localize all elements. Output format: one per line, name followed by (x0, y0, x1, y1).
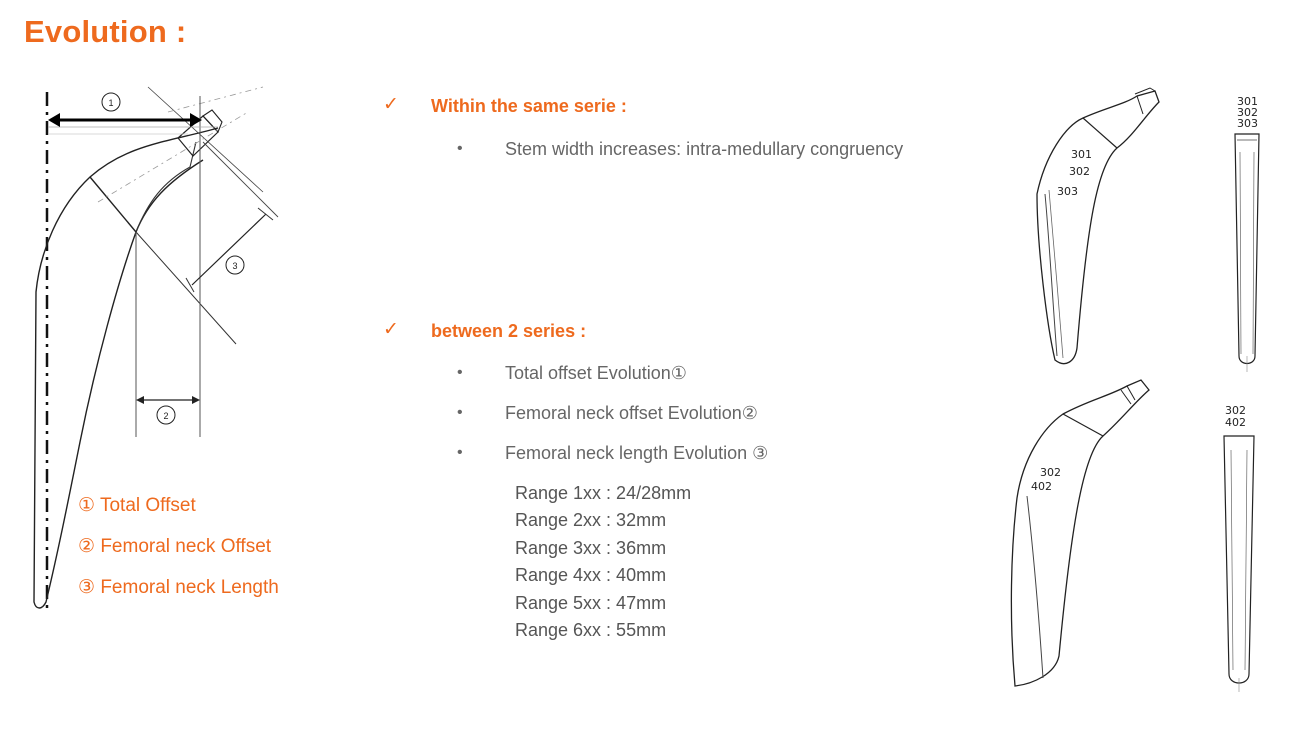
stem-size-label: 302 (1237, 106, 1258, 119)
stem-size-label: 303 (1057, 185, 1078, 198)
legend-label-2: Femoral neck Offset (100, 536, 272, 557)
bullet-dot-icon: • (457, 444, 463, 461)
dimension-arrow-3 (192, 214, 266, 285)
marker-number-2: 2 (163, 411, 169, 421)
legend-symbol-2: ② (78, 536, 96, 557)
bullet-dot-icon: • (457, 364, 463, 381)
bullet-dot-icon: • (457, 404, 463, 421)
stem-size-label: 302 (1069, 165, 1090, 178)
stem-side-view-top (1225, 92, 1270, 377)
stem-size-label: 302 (1040, 466, 1061, 479)
stem-size-label: 303 (1237, 117, 1258, 130)
legend-symbol-1: ① (78, 495, 96, 516)
legend-symbol-3: ③ (78, 577, 96, 598)
stem-size-label: 302 (1225, 404, 1246, 417)
section-heading-between-series: between 2 series : (431, 321, 587, 341)
range-item: Range 5xx : 47mm (515, 592, 667, 613)
range-item: Range 2xx : 32mm (515, 510, 667, 531)
checkmark-icon: ✓ (383, 319, 399, 340)
bullet-total-offset: Total offset Evolution① (505, 363, 687, 383)
legend-femoral-neck-offset (78, 535, 271, 558)
legend-label-3: Femoral neck Length (100, 577, 279, 598)
stem-size-label: 402 (1225, 416, 1246, 429)
bullet-neck-offset: Femoral neck offset Evolution② (505, 403, 758, 423)
range-list (515, 480, 691, 644)
marker-number-3: 3 (232, 261, 238, 271)
range-item: Range 4xx : 40mm (515, 565, 667, 586)
stem-front-view-bottom (1003, 378, 1168, 693)
stem-front-view-top (1025, 86, 1170, 371)
marker-number-1: 1 (108, 98, 114, 108)
stem-size-label: 301 (1071, 148, 1092, 161)
legend-label-1: Total Offset (99, 495, 196, 516)
legend-total-offset (78, 494, 196, 517)
stem-size-label: 402 (1031, 480, 1052, 493)
stem-side-view-bottom (1215, 400, 1265, 695)
bullet-stem-width: Stem width increases: intra-medullary congruency (505, 139, 904, 159)
checkmark-icon: ✓ (383, 94, 399, 115)
section-heading-same-serie: Within the same serie : (431, 96, 627, 116)
range-item: Range 6xx : 55mm (515, 620, 667, 641)
page-title: Evolution : (24, 14, 187, 49)
range-item: Range 1xx : 24/28mm (515, 483, 692, 503)
bullet-neck-length: Femoral neck length Evolution ③ (505, 443, 769, 463)
bullet-dot-icon: • (457, 140, 463, 157)
stem-size-label: 301 (1237, 95, 1258, 108)
range-item: Range 3xx : 36mm (515, 537, 667, 558)
legend-femoral-neck-length (78, 576, 279, 599)
